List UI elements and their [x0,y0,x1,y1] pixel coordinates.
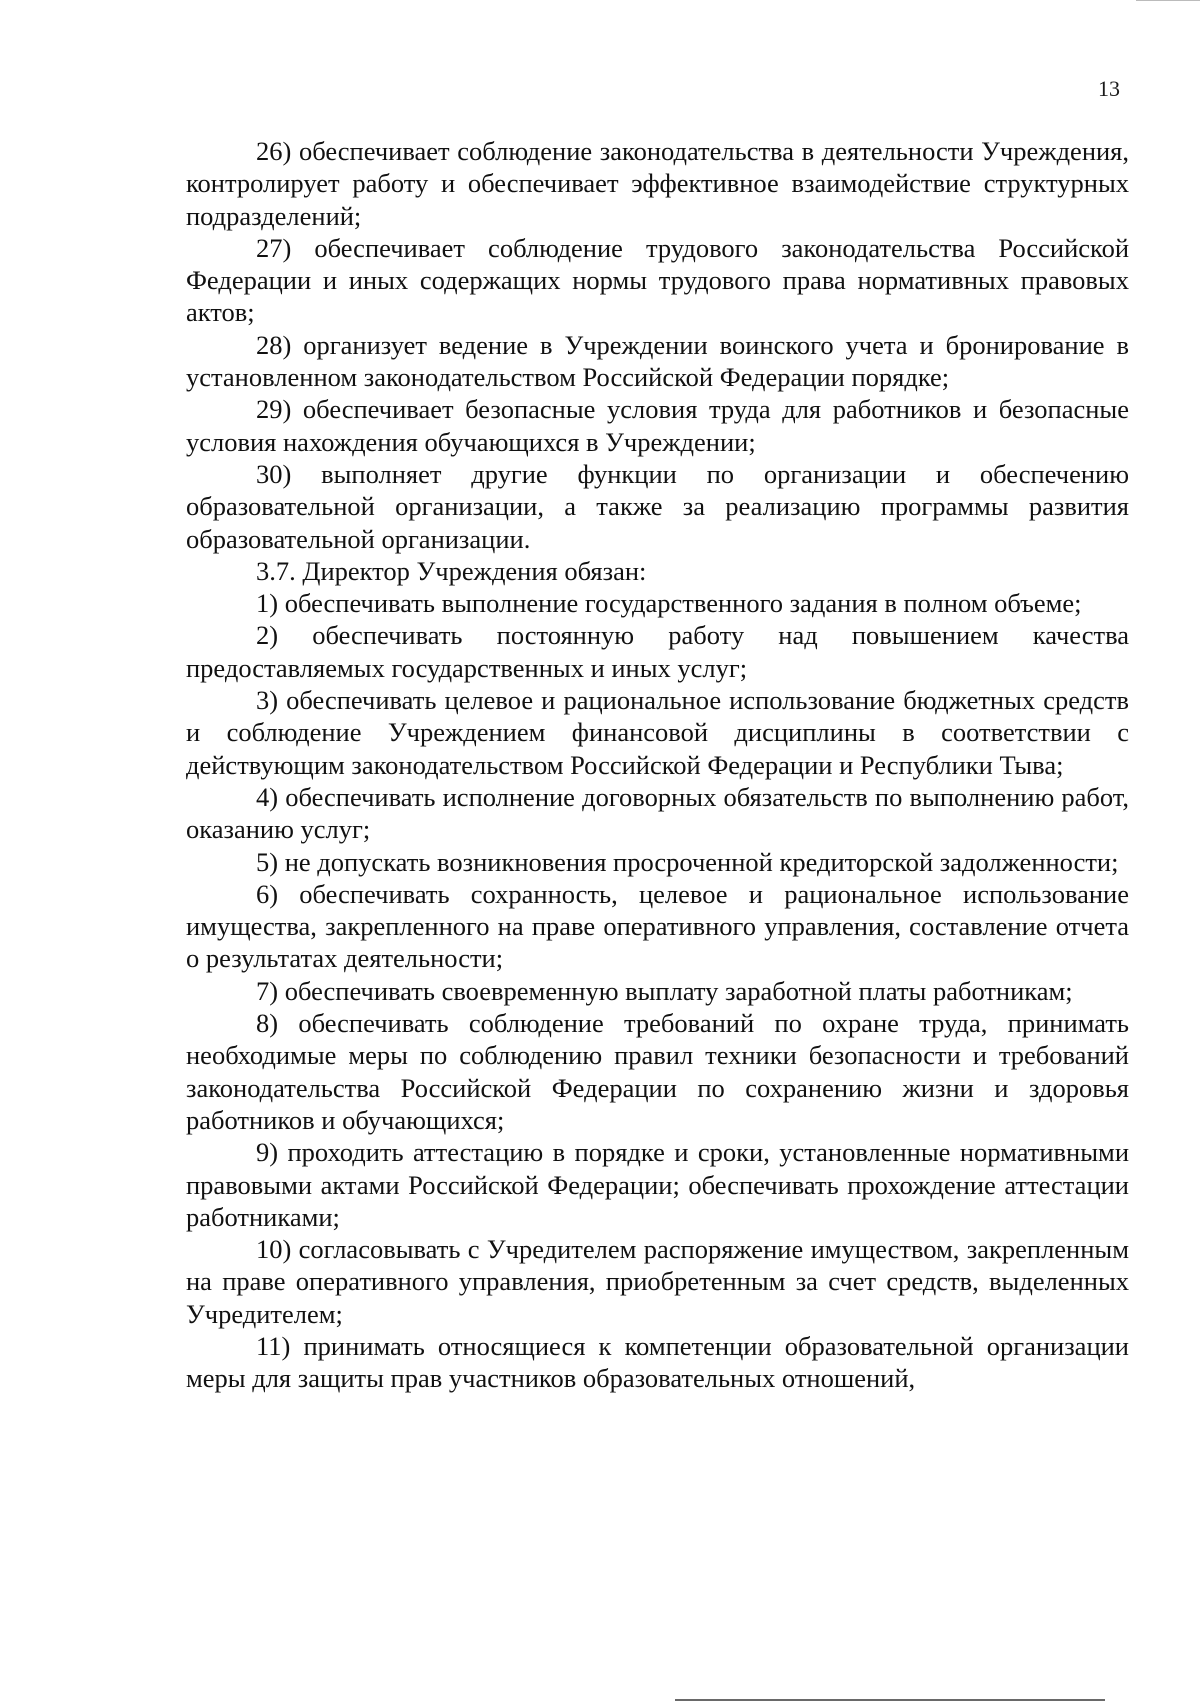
paragraph-item-27: 27) обеспечивает соблюдение трудового законодательства Российской Федерации и иных содержащих нормы трудового права нормативных правовых актов; [186,232,1129,328]
paragraph-obligation-2: 2) обеспечивать постоянную работу над повышением качества предоставляемых государственных и иных услуг; [186,620,1129,683]
paragraph-obligation-7: 7) обеспечивать своевременную выплату заработной платы работникам; [256,975,1073,1006]
paragraph-obligation-5: 5) не допускать возникновения просроченной кредиторской задолженности; [256,846,1119,877]
paragraph-item-30: 30) выполняет другие функции по организации и обеспечению образовательной организации, а также за реализацию программы развития образовательной организации. [186,458,1129,554]
scan-edge-line [675,1699,1105,1701]
paragraph-item-28: 28) организует ведение в Учреждении воинского учета и бронирование в установленном законодательством Российской Федерации порядке; [186,329,1129,393]
paragraph-item-26: 26) обеспечивает соблюдение законодательства в деятельности Учреждения, контролирует работу и обеспечивает эффективное взаимодействие структурных подразделений; [186,136,1129,231]
paragraph-obligation-9: 9) проходить аттестацию в порядке и сроки, установленные нормативными правовыми актами Российской Федерации; обеспечивать прохождение аттестации работниками; [186,1137,1129,1232]
paragraph-obligation-10: 10) согласовывать с Учредителем распоряжение имуществом, закрепленным на праве оперативного управления, приобретенным за счет средств, выделенных Учредителем; [186,1234,1129,1329]
paragraph-obligation-1: 1) обеспечивать выполнение государственного задания в полном объеме; [256,588,1082,619]
document-body [186,135,1129,1395]
paragraph-obligation-8: 8) обеспечивать соблюдение требований по охране труда, принимать необходимые меры по соблюдению правил техники безопасности и требований законодательства Российской Федерации по сохранению жизни и здоровья работников и обучающихся; [186,1008,1129,1135]
paragraph-obligation-6: 6) обеспечивать сохранность, целевое и рациональное использование имущества, закрепленного на праве оперативного управления, составление отчета о результатах деятельности; [186,878,1129,974]
scan-edge-mark [1136,0,1200,1]
section-heading-3-7: 3.7. Директор Учреждения обязан: [256,555,647,586]
paragraph-obligation-3: 3) обеспечивать целевое и рациональное использование бюджетных средств и соблюдение Учреждением финансовой дисциплины в соответствии с действующим законодательством Российской Федерации и Республики Тыва; [186,685,1129,780]
paragraph-item-29: 29) обеспечивает безопасные условия труда для работников и безопасные условия нахождения обучающихся в Учреждении; [186,394,1129,457]
paragraph-obligation-11: 11) принимать относящиеся к компетенции образовательной организации меры для защиты прав участников образовательных отношений, [186,1330,1129,1394]
paragraph-obligation-4: 4) обеспечивать исполнение договорных обязательств по выполнению работ, оказанию услуг; [186,781,1129,845]
page-number: 13 [1098,76,1120,101]
